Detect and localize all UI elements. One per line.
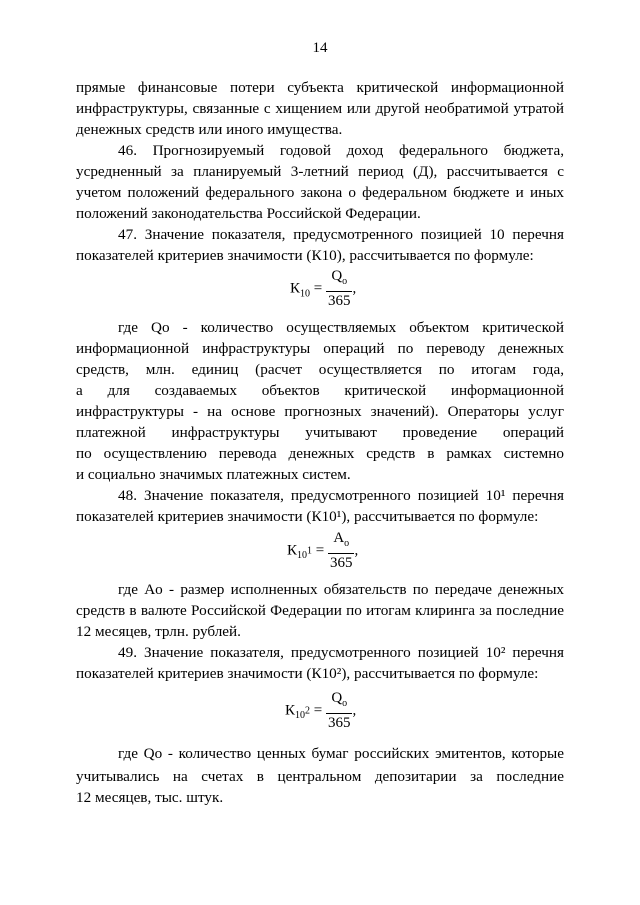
text-line: где Qo - количество ценных бумаг российских эмитентов, которые	[118, 745, 564, 762]
text-line: информационной инфраструктуры операций по переводу денежных	[76, 340, 564, 357]
text-line: усредненный за планируемый 3-летний период (Д), рассчитывается с	[76, 163, 564, 180]
formula-lhs: К	[290, 280, 301, 297]
text-line: 12 месяцев, трлн. рублей.	[76, 623, 241, 640]
text-line: показателей критериев значимости (К10²), рассчитывается по формуле:	[76, 665, 539, 682]
text-line: денежных средств или иного имущества.	[76, 121, 343, 138]
formula-k10-1: $К_{10^1}$ = $\frac{А_о}{365}$ ,	[287, 530, 359, 571]
text-line: учитывались на счетах в центральном депозитарии за последние	[76, 768, 564, 785]
text-line: и социально значимых платежных систем.	[76, 466, 351, 483]
text-line: где Ao - размер исполненных обязательств по передаче денежных	[118, 581, 564, 598]
text-line: инфраструктуры - на основе прогнозных значений). Операторы услуг	[76, 403, 564, 420]
text-line: 12 месяцев, тыс. штук.	[76, 789, 224, 806]
text-line: прямые финансовые потери субъекта критической информационной	[76, 79, 564, 96]
text-line: средств в валюте Российской Федерации по итогам клиринга за последние	[76, 602, 564, 619]
formula-fraction: $\frac{Q_о}{365}$	[327, 268, 351, 309]
text-line: где Qo - количество осуществляемых объектом критической	[118, 319, 564, 336]
formula-fraction: $\frac{А_о}{365}$	[329, 530, 353, 571]
formula-lhs: К	[287, 542, 298, 559]
text-line: 46. Прогнозируемый годовой доход федерального бюджета,	[118, 142, 564, 159]
text-line: 47. Значение показателя, предусмотренного позицией 10 перечня	[118, 226, 564, 243]
text-line: 48. Значение показателя, предусмотренного позицией 10¹ перечня	[118, 487, 564, 504]
text-line: средств, млн. единиц (расчет осуществляется по итогам года,	[76, 361, 564, 378]
text-line: а для создаваемых объектов критической информационной	[76, 382, 564, 399]
text-line: показателей критериев значимости (К10¹), рассчитывается по формуле:	[76, 508, 539, 525]
formula-fraction: $\frac{Q_о}{365}$	[327, 690, 351, 731]
text-line: по осуществлению перевода денежных средств в рамках системно	[76, 445, 564, 462]
formula-k10: $К_{10}$ = $\frac{Q_о}{365}$ ,	[290, 268, 357, 309]
text-line: инфраструктуры, связанные с хищением или другой необратимой утратой	[76, 100, 564, 117]
text-line: показателей критериев значимости (К10), рассчитывается по формуле:	[76, 247, 534, 264]
formula-lhs: К	[285, 702, 296, 719]
page-number: 14	[312, 40, 328, 56]
text-line: положений законодательства Российской Федерации.	[76, 205, 421, 222]
text-line: учетом положений федерального закона о федеральном бюджете и иных	[76, 184, 564, 201]
text-line: платежной инфраструктуры учитывают проведение операций	[76, 424, 564, 441]
text-line: 49. Значение показателя, предусмотренного позицией 10² перечня	[118, 644, 564, 661]
formula-k10-2: $К_{10^2}$ = $\frac{Q_о}{365}$ ,	[285, 690, 357, 731]
